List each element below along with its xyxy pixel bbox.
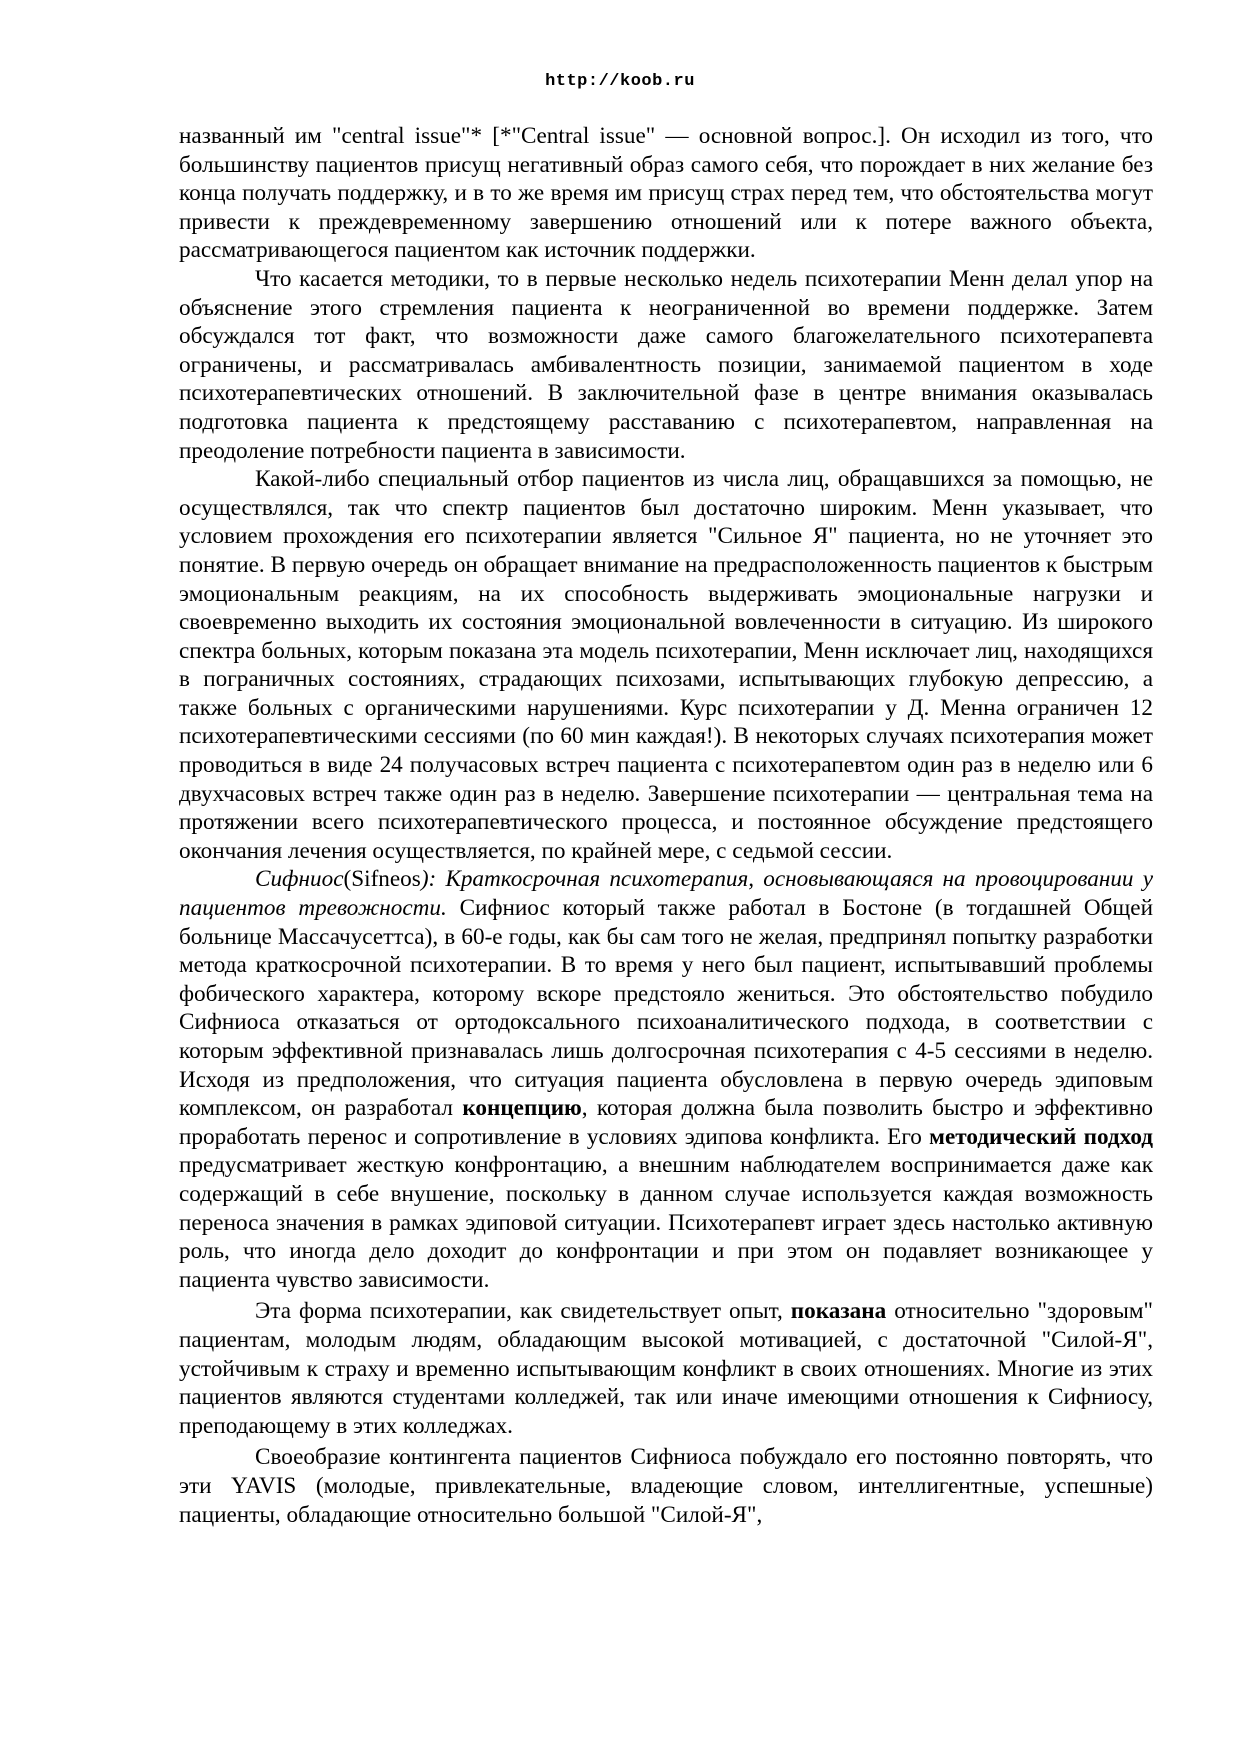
paragraph-5-text-b: относительно "здоровым" пациентам, молодым людям, обладающим высокой мотивацией, с достаточной "Силой-Я", устойчивым к страху и временно испытывающим конфликт в своих отношениях. Многие из этих пациентов являются студентами колледжей, так или иначе имеющими отношения к Сифниосу, преподающему в этих колледжах. <box>179 1298 1153 1439</box>
paragraph-1: названный им "central issue"* [*"Central issue" — основной вопрос.]. Он исходил из того, что большинству пациентов присущ негативный образ самого себя, что порождает в них желание без конца получать поддержку, и в то же время им присущ страх перед тем, что обстоятельства могут привести к преждевременному завершению отношений или к потере важного объекта, рассматривающегося пациентом как источник поддержки. <box>179 123 1153 264</box>
author-name-latin: (Sifneos <box>343 866 421 893</box>
page-header-url: http://koob.ru <box>545 72 695 91</box>
paragraph-5-text-a: Эта форма психотерапии, как свидетельствует опыт, <box>255 1298 791 1325</box>
paragraph-4-text-a: Сифниос который также работал в Бостоне (в тогдашней Общей больнице Массачусеттса), в 60-е годы, как бы сам того не желая, предпринял попытку разработки метода краткосрочной психотерапии. В то время у него был пациент, испытывавший проблемы фобического характера, которому вскоре предстояло жениться. Это обстоятельство побудило Сифниоса отказаться от ортодоксального психоаналитического подхода, в соответствии с которым эффективной признавалась лишь долгосрочная психотерапия с 4-5 сессиями в неделю. Исходя из предположения, что ситуация пациента обусловлена в первую очередь эдиповым комплексом, он разработал <box>179 895 1153 1122</box>
bold-method-approach: методический подход <box>929 1123 1154 1150</box>
paragraph-4 <box>179 865 1153 1294</box>
paragraph-4-text-b: , которая должна была позволить быстро и эффективно проработать перенос и сопротивление в условиях эдипова конфликта. Его <box>179 1095 1153 1150</box>
method-title-italic: Краткосрочная психотерапия, основывающаяся на провоцировании у пациентов тревожности. <box>179 866 1153 922</box>
paragraph-5 <box>179 1297 1153 1440</box>
bold-concept: концепцию <box>462 1095 582 1122</box>
paragraph-3: Какой-либо специальный отбор пациентов из числа лиц, обращавшихся за помощью, не осуществлялся, так что спектр пациентов был достаточно широким. Менн указывает, что условием прохождения его психотерапии является "Сильное Я" пациента, но не уточняет это понятие. В первую очередь он обращает внимание на предрасположенность пациентов к быстрым эмоциональным реакциям, на их способность выдерживать эмоциональные нагрузки и своевременно выходить их состояния эмоциональной вовлеченности в ситуацию. Из широкого спектра больных, которым показана эта модель психотерапии, Менн исключает лиц, находящихся в пограничных состояниях, страдающих психозами, испытывающих глубокую депрессию, а также больных с органическими нарушениями. Курс психотерапии у Д. Менна ограничен 12 психотерапевтическими сессиями (по 60 мин каждая!). В некоторых случаях психотерапия может проводиться в виде 24 получасовых встреч пациента с психотерапевтом один раз в неделю или 6 двухчасовых встреч также один раз в неделю. Завершение психотерапии — центральная тема на протяжении всего психотерапевтического процесса, и постоянное обсуждение предстоящего окончания лечения осуществляется, по крайней мере, с седьмой сессии. <box>179 466 1153 864</box>
paragraph-4-text-c: предусматривает жесткую конфронтацию, а внешним наблюдателем воспринимается даже как содержащий в себе внушение, поскольку в данном случае используется каждая возможность переноса значения в рамках эдиповой ситуации. Психотерапевт играет здесь настолько активную роль, что иногда дело доходит до конфронтации и при этом он подавляет возникающее у пациента чувство зависимости. <box>179 1152 1153 1293</box>
document-body <box>179 122 1153 1529</box>
paragraph-6: Своеобразие контингента пациентов Сифниоса побуждало его постоянно повторять, что эти YAVIS (молодые, привлекательные, владеющие словом, интеллигентные, успешные) пациенты, обладающие относительно большой "Силой-Я", <box>179 1444 1153 1528</box>
author-name-italic: Сифниос <box>255 866 344 893</box>
paragraph-2: Что касается методики, то в первые несколько недель психотерапии Менн делал упор на объяснение этого стремления пациента к неограниченной во времени поддержке. Затем обсуждался тот факт, что возможности даже самого благожелательного психотерапевта ограничены, и рассматривалась амбивалентность позиции, занимаемой пациентом в ходе психотерапевтических отношений. В заключительной фазе в центре внимания оказывалась подготовка пациента к предстоящему расставанию с психотерапевтом, направленная на преодоление потребности пациента в зависимости. <box>179 265 1153 464</box>
bold-indicated: показана <box>790 1298 887 1325</box>
author-colon: ): <box>420 866 446 893</box>
